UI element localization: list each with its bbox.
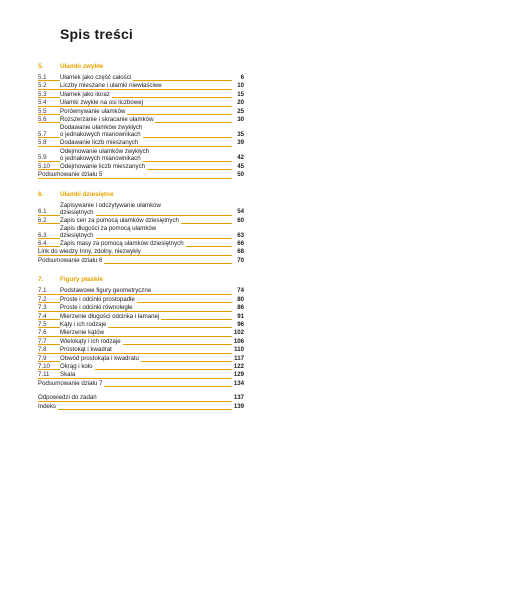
toc-extra-entry[interactable]: [38, 248, 244, 256]
entry-title: Podstawowe figury geometryczne: [60, 287, 152, 295]
entry-number: 6.2: [38, 216, 47, 224]
entry-number: 5.5: [38, 107, 47, 115]
toc-entry[interactable]: [38, 108, 244, 116]
toc-entry[interactable]: [38, 163, 244, 171]
entry-page-number: 134: [233, 379, 244, 387]
entry-page-number: 70: [232, 257, 244, 264]
section-gap: [38, 180, 244, 186]
entry-number: 5.2: [38, 82, 47, 90]
toc-entry[interactable]: [38, 139, 244, 147]
section-summary-entry[interactable]: [38, 380, 244, 388]
entry-title: Porównywanie ułamków: [60, 107, 126, 115]
entry-title: Kąty i ich rodzaje: [60, 320, 107, 328]
entry-title: Liczby mieszane i ułamki niewłaściwe: [60, 82, 162, 90]
entry-page-number: 10: [232, 82, 244, 89]
entry-title: Mierzenie długości odcinka i łamanej: [60, 312, 160, 320]
toc-entry[interactable]: [38, 82, 244, 90]
entry-page-number: 129: [233, 371, 244, 379]
entry-page-number: 122: [233, 362, 244, 370]
entry-page-number: 96: [232, 321, 244, 328]
table-of-contents: [38, 58, 244, 411]
toc-entry[interactable]: [38, 202, 244, 217]
entry-title: Proste i odcinki prostopadłe: [60, 295, 135, 303]
entry-title: Ułamek jako iloraz: [60, 90, 110, 98]
entry-number: 5.1: [38, 74, 47, 81]
toc-entry[interactable]: [38, 287, 244, 295]
entry-number: 5.9: [38, 154, 47, 162]
toc-entry[interactable]: [38, 355, 244, 363]
entry-title: Odpowiedzi do zadań: [38, 394, 97, 402]
entry-number: 5.3: [38, 90, 47, 98]
entry-title: Okrąg i koło: [60, 362, 93, 370]
entry-page-number: 54: [232, 208, 244, 215]
entry-number: 5.6: [38, 116, 47, 124]
entry-title: Zapisywanie i odczytywanie ułamków dziesiętnych: [60, 201, 161, 216]
entry-number: 6.4: [38, 240, 47, 248]
entry-page-number: 6: [232, 74, 244, 81]
appendix-entry[interactable]: [38, 403, 244, 411]
toc-entry[interactable]: [38, 217, 244, 225]
entry-title: Skala: [60, 371, 76, 379]
entry-number: 7.5: [38, 320, 47, 328]
entry-page-number: 117: [232, 355, 244, 362]
entry-page-number: 74: [232, 287, 244, 294]
entry-page-number: 80: [232, 296, 244, 303]
entry-number: 7.3: [38, 304, 47, 312]
entry-title: Odejmowanie ułamków zwykłych o jednakowych mianownikach: [60, 147, 150, 162]
entry-title: Podsumowanie działu 6: [38, 256, 103, 264]
entry-number: 7.1: [38, 287, 47, 295]
entry-title: Zapis długości za pomocą ułamków dziesiętnych: [60, 225, 157, 240]
chapter-name: Figury płaskie: [60, 276, 103, 284]
section-summary-entry[interactable]: [38, 257, 244, 265]
toc-entry[interactable]: [38, 313, 244, 321]
toc-entry[interactable]: [38, 296, 244, 304]
entry-number: 7.7: [38, 337, 47, 345]
entry-number: 6.1: [38, 208, 47, 216]
toc-entry[interactable]: [38, 329, 244, 337]
entry-title: Link do wiedzy Inny, zdolny, niezwykły: [38, 248, 141, 256]
entry-title: Prostokąt i kwadrat: [60, 346, 112, 354]
entry-title: Dodawanie liczb mieszanych: [60, 139, 139, 147]
entry-number: 7.8: [38, 346, 47, 354]
entry-number: 7.2: [38, 295, 47, 303]
section-summary-entry[interactable]: [38, 171, 244, 179]
entry-number: 7.4: [38, 312, 47, 320]
entry-title: Ułamek jako część całości: [60, 74, 132, 81]
entry-page-number: 91: [232, 313, 244, 320]
toc-entry[interactable]: [38, 371, 244, 379]
entry-title: Zapis cen za pomocą ułamków dziesiętnych: [60, 216, 179, 224]
entry-title: Mierzenie kątów: [60, 329, 105, 337]
page-title: Spis treści: [60, 26, 134, 42]
toc-entry[interactable]: [38, 225, 244, 240]
toc-entry[interactable]: [38, 99, 244, 107]
entry-page-number: 110: [232, 346, 244, 353]
entry-page-number: 50: [232, 171, 244, 178]
entry-page-number: 39: [232, 139, 244, 146]
entry-number: 5.10: [38, 162, 50, 170]
entry-page-number: 68: [232, 248, 244, 255]
entry-number: 7.9: [38, 354, 47, 362]
entry-title: Ułamki zwykłe na osi liczbowej: [60, 99, 143, 107]
chapter-number: 7.: [38, 276, 44, 284]
entry-number: 6.3: [38, 231, 47, 239]
entry-title: Wielokąty i ich rodzaje: [60, 337, 121, 345]
entry-page-number: 137: [233, 394, 244, 402]
toc-entry[interactable]: [38, 91, 244, 99]
entry-page-number: 25: [232, 108, 244, 115]
entry-title: Rozszerzanie i skracanie ułamków: [60, 116, 154, 124]
chapter-heading: [38, 62, 244, 71]
chapter-heading: [38, 275, 244, 284]
toc-entry[interactable]: [38, 338, 244, 346]
entry-title: Dodawanie ułamków zwykłych o jednakowych mianownikach: [60, 124, 143, 139]
section-gap: [38, 265, 244, 271]
dotted-leader-line: [38, 255, 244, 256]
appendix-entry[interactable]: [38, 394, 244, 402]
toc-entry[interactable]: [38, 304, 244, 312]
entry-page-number: 139: [233, 402, 244, 410]
entry-page-number: 60: [232, 217, 244, 224]
entry-title: Obwód prostokąta i kwadratu: [60, 354, 139, 362]
entry-title: Podsumowanie działu 5: [38, 171, 103, 179]
entry-title: Indeks: [38, 402, 56, 410]
entry-page-number: 35: [232, 131, 244, 138]
dotted-leader-line: [38, 409, 244, 410]
chapter-name: Ułamki dziesiętne: [60, 190, 114, 198]
entry-title: Odejmowanie liczb mieszanych: [60, 162, 146, 170]
toc-entry[interactable]: [38, 148, 244, 163]
chapter-name: Ułamki zwykłe: [60, 63, 104, 70]
toc-entry[interactable]: [38, 124, 244, 139]
chapter-number: 6.: [38, 190, 44, 198]
entry-title: Podsumowanie działu 7: [38, 379, 103, 387]
entry-number: 5.8: [38, 139, 47, 147]
entry-number: 7.10: [38, 362, 50, 370]
entry-title: Zapis masy za pomocą ułamków dziesiętnych: [60, 240, 184, 248]
entry-page-number: 45: [232, 163, 244, 170]
entry-page-number: 106: [233, 337, 244, 345]
toc-entry[interactable]: [38, 346, 244, 354]
entry-page-number: 30: [232, 116, 244, 123]
entry-number: 5.7: [38, 131, 47, 139]
entry-page-number: 15: [232, 91, 244, 98]
chapter-number: 5.: [38, 63, 44, 70]
entry-page-number: 20: [232, 99, 244, 106]
entry-number: 7.11: [38, 371, 50, 379]
entry-title: Proste i odcinki równoległe: [60, 304, 133, 312]
entry-number: 5.4: [38, 99, 47, 107]
entry-page-number: 86: [232, 304, 244, 311]
entry-page-number: 63: [232, 232, 244, 239]
entry-page-number: 102: [233, 329, 244, 337]
entry-page-number: 42: [232, 154, 244, 161]
entry-number: 7.6: [38, 329, 47, 337]
chapter-heading: [38, 190, 244, 199]
entry-page-number: 66: [232, 240, 244, 247]
